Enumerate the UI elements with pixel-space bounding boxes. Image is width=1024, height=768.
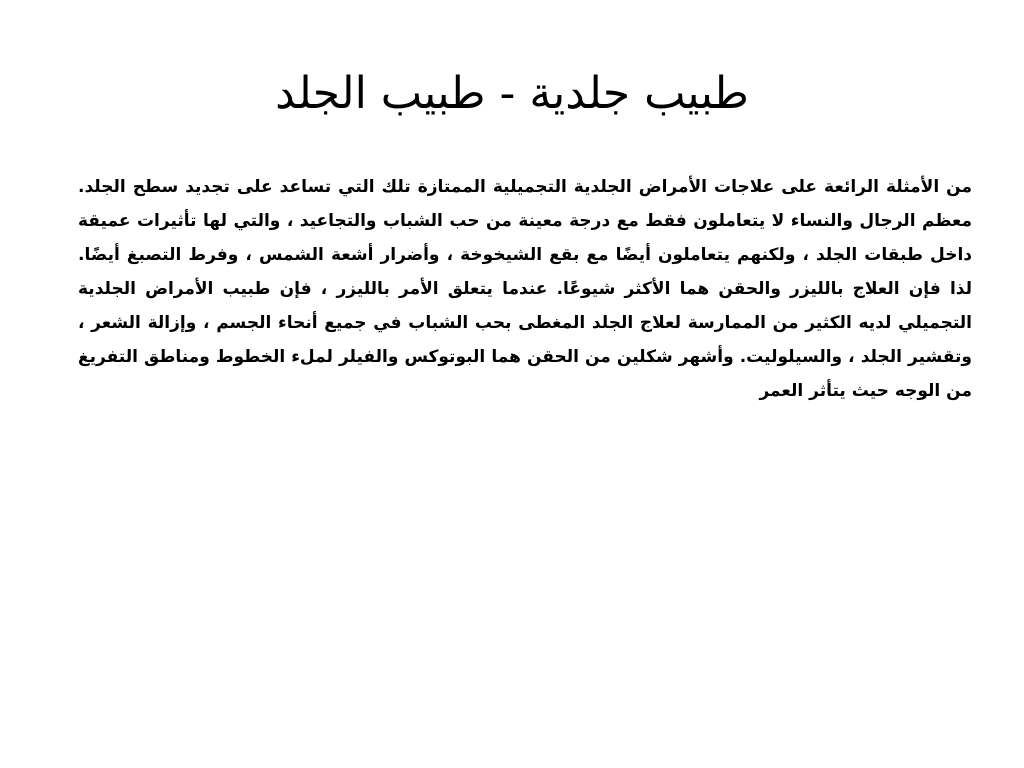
slide-body-text: من الأمثلة الرائعة على علاجات الأمراض الجلدية التجميلية الممتازة تلك التي تساعد على تجديد سطح الجلد. معظم الرجال والنساء لا يتعاملون فقط مع درجة معينة من حب الشباب والتجاعيد ، والتي لها تأثيرات عميقة داخل طبقات الجلد ، ولكنهم يتعاملون أيضًا مع بقع الشيخوخة ، وأضرار أشعة الشمس ، وفرط التصبغ أيضًا. لذا فإن العلاج بالليزر والحقن هما الأكثر شيوعًا. عندما يتعلق الأمر بالليزر ، فإن طبيب الأمراض الجلدية التجميلي لديه الكثير من الممارسة لعلاج الجلد المغطى بحب الشباب في جميع أنحاء الجسم ، وإزالة الشعر ، وتقشير الجلد ، والسيلوليت. وأشهر شكلين من الحقن هما البوتوكس والفيلر لملء الخطوط ومناطق التفريغ من الوجه حيث يتأثر العمر — [78, 177, 972, 401]
slide-title: طبيب جلدية - طبيب الجلد — [275, 68, 749, 119]
